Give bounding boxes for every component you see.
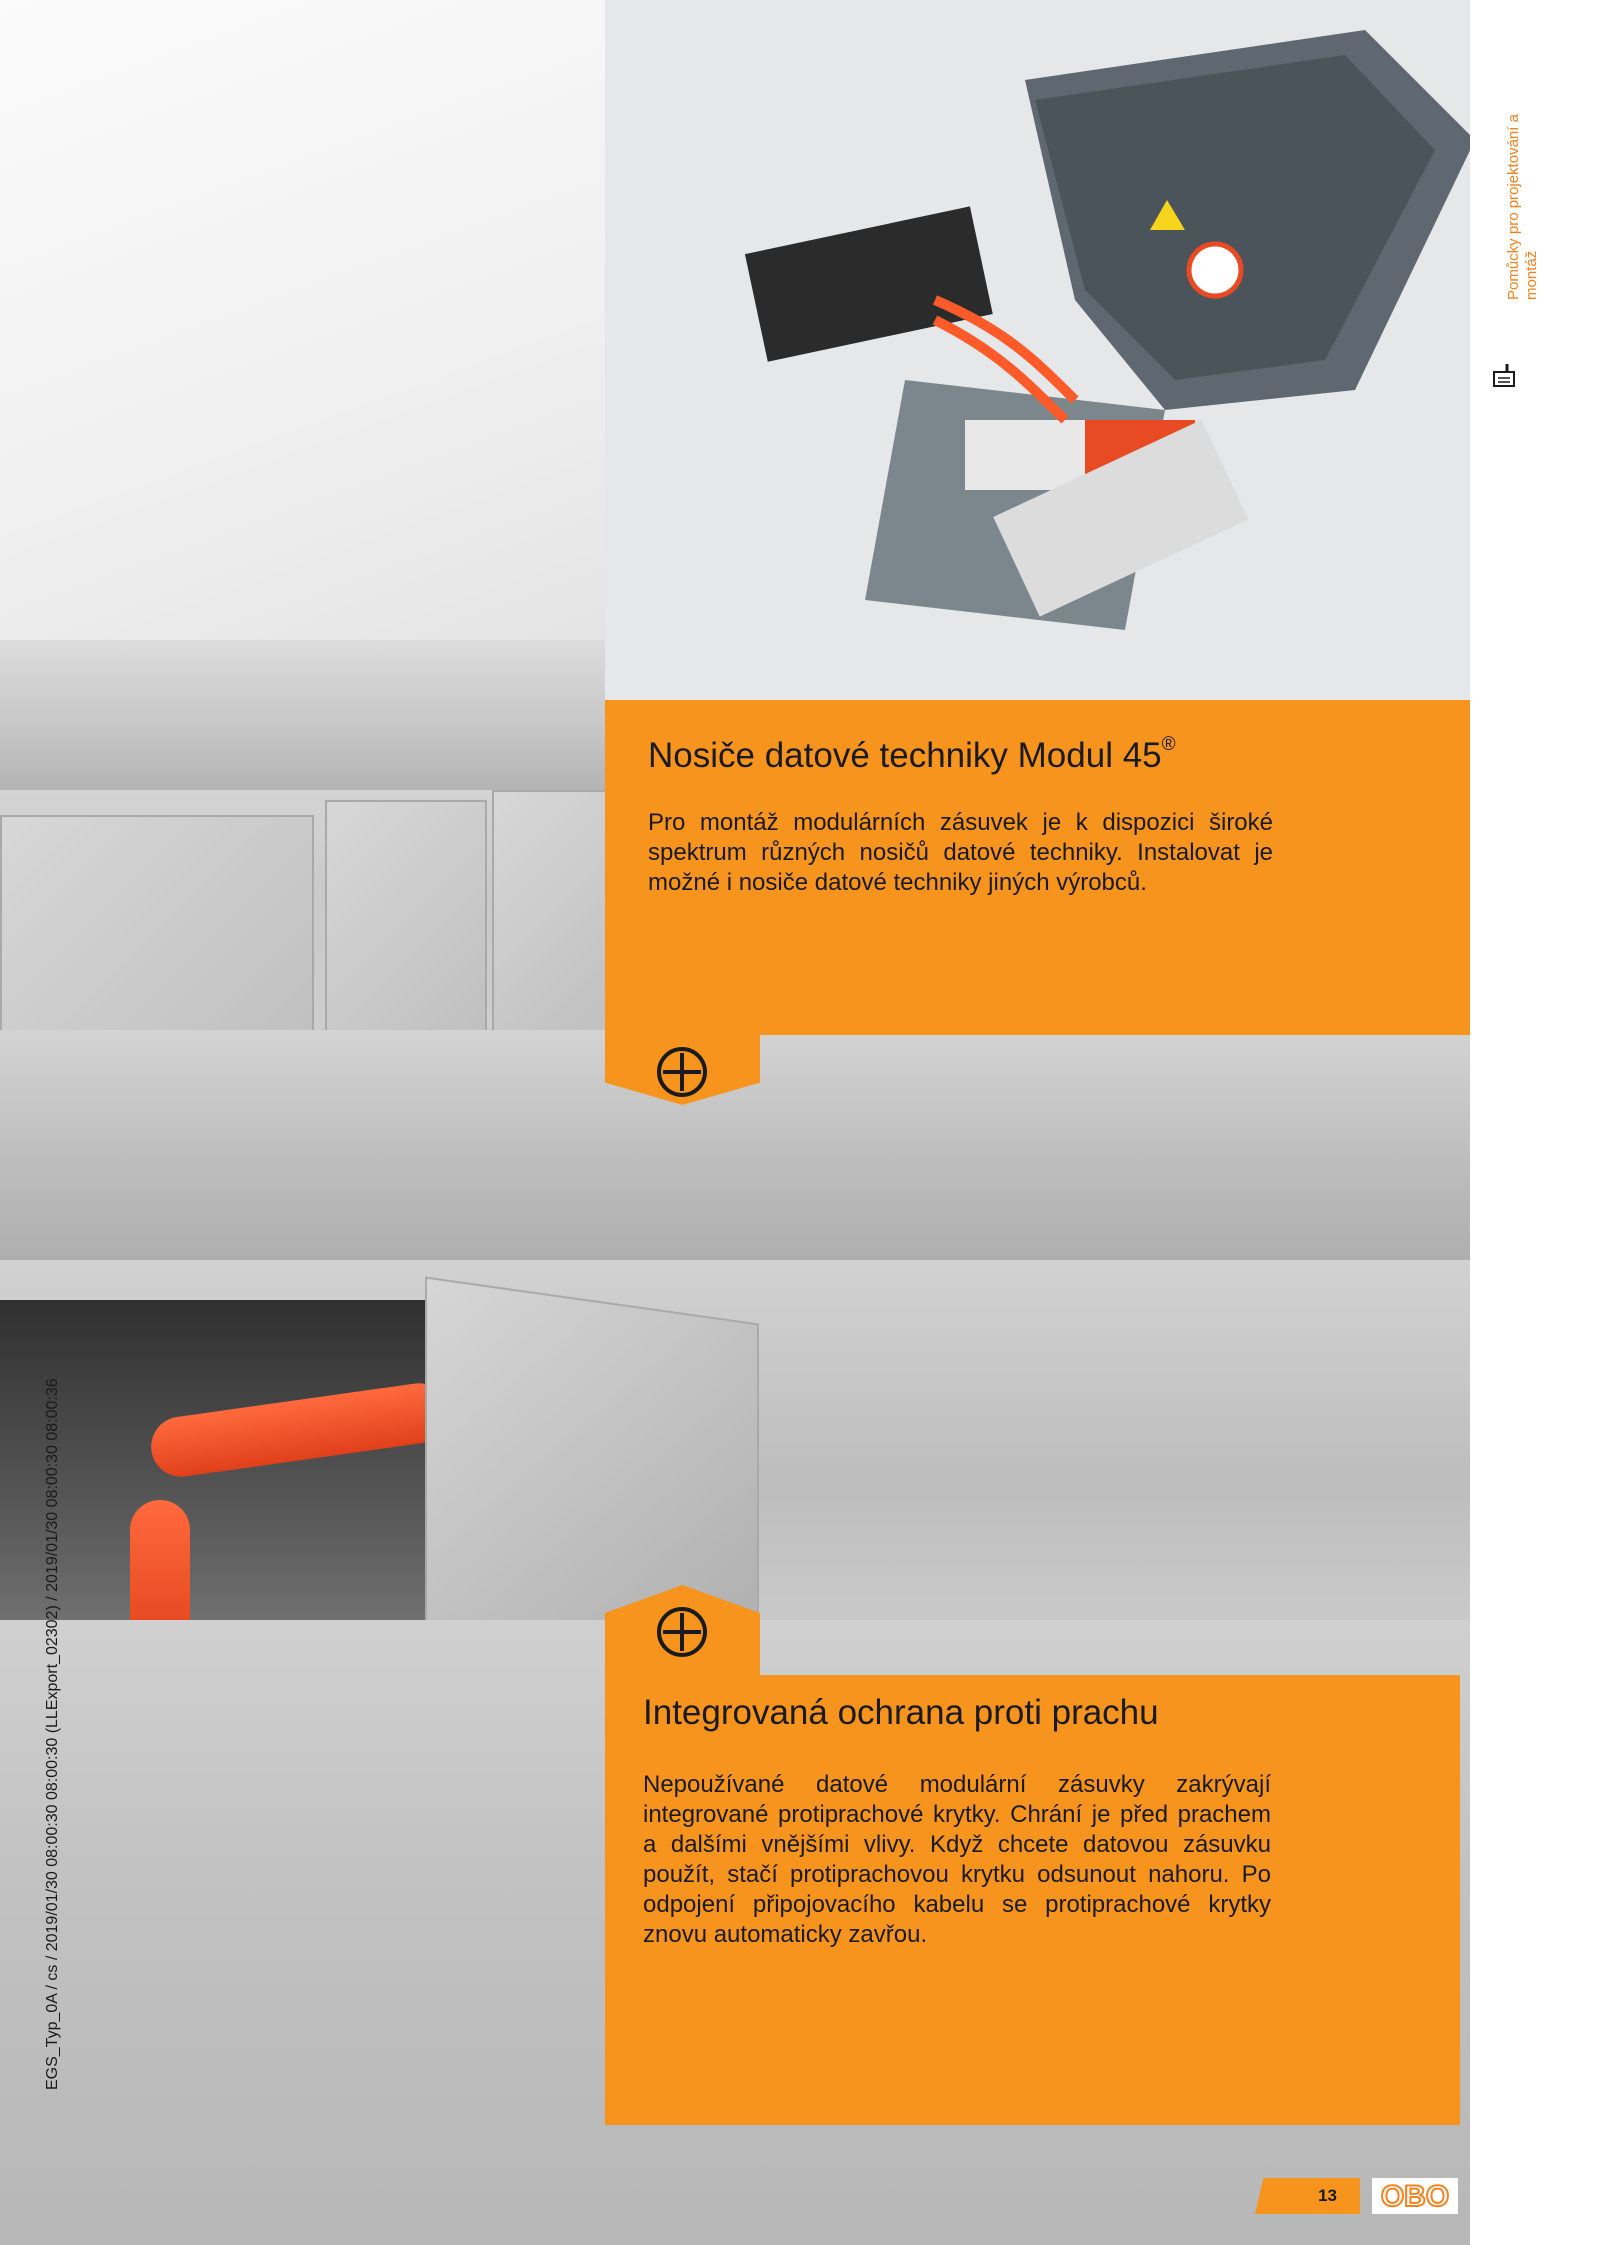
section-title bbox=[1505, 114, 1541, 300]
box1-title bbox=[648, 736, 1176, 776]
box1-body: Pro montáž modulárních zásuvek je k dispozici široké spektrum různých nosičů datové techniky. Instalovat je možné i nosiče datové techniky jiných výrobců. bbox=[648, 809, 1273, 896]
wall bbox=[0, 0, 620, 640]
feature-box-data-carriers bbox=[605, 700, 1470, 1035]
page-number-text: 13 bbox=[1318, 2186, 1337, 2205]
open-trunking-channel bbox=[0, 1300, 470, 1670]
registered-mark: ® bbox=[1161, 734, 1176, 755]
box2-title: Integrovaná ochrana proti prachu bbox=[643, 1693, 1159, 1732]
box1-title-text: Nosiče datové techniky Modul 45 bbox=[648, 736, 1162, 775]
imprint-line: EGS_Typ_0A / cs / 2019/01/30 08:00:30 08:00:30 (LLExport_02302) / 2019/01/30 08:00:30 08:00:36 bbox=[44, 1378, 61, 2090]
tools-icon bbox=[1490, 362, 1518, 390]
floor-box-illustration bbox=[605, 0, 1470, 700]
page-number bbox=[1255, 2178, 1355, 2214]
floor-box-photo bbox=[605, 0, 1470, 700]
section-title-line1: Pomůcky pro projektování a bbox=[1505, 114, 1522, 300]
right-sidebar bbox=[1470, 0, 1600, 2245]
logo-text: OBO bbox=[1380, 2180, 1450, 2213]
feature-box-dust-protection bbox=[605, 1675, 1460, 2125]
plus-circle-icon bbox=[655, 1605, 709, 1659]
box2-body: Nepoužívané datové modulární zásuvky zakrývají integrované protiprachové krytky. Chrání je před prachem a dalšími vnějšími vlivy. Když chcete datovou zásuvku použít, stačí protiprachovou krytku odsunout nahoru. Po odpojení připojovacího kabelu se protiprachové krytky znovu automaticky zavřou. bbox=[643, 1771, 1271, 1948]
plus-circle-icon bbox=[655, 1045, 709, 1099]
obo-logo bbox=[1372, 2178, 1458, 2214]
section-title-line2: montáž bbox=[1523, 250, 1540, 300]
